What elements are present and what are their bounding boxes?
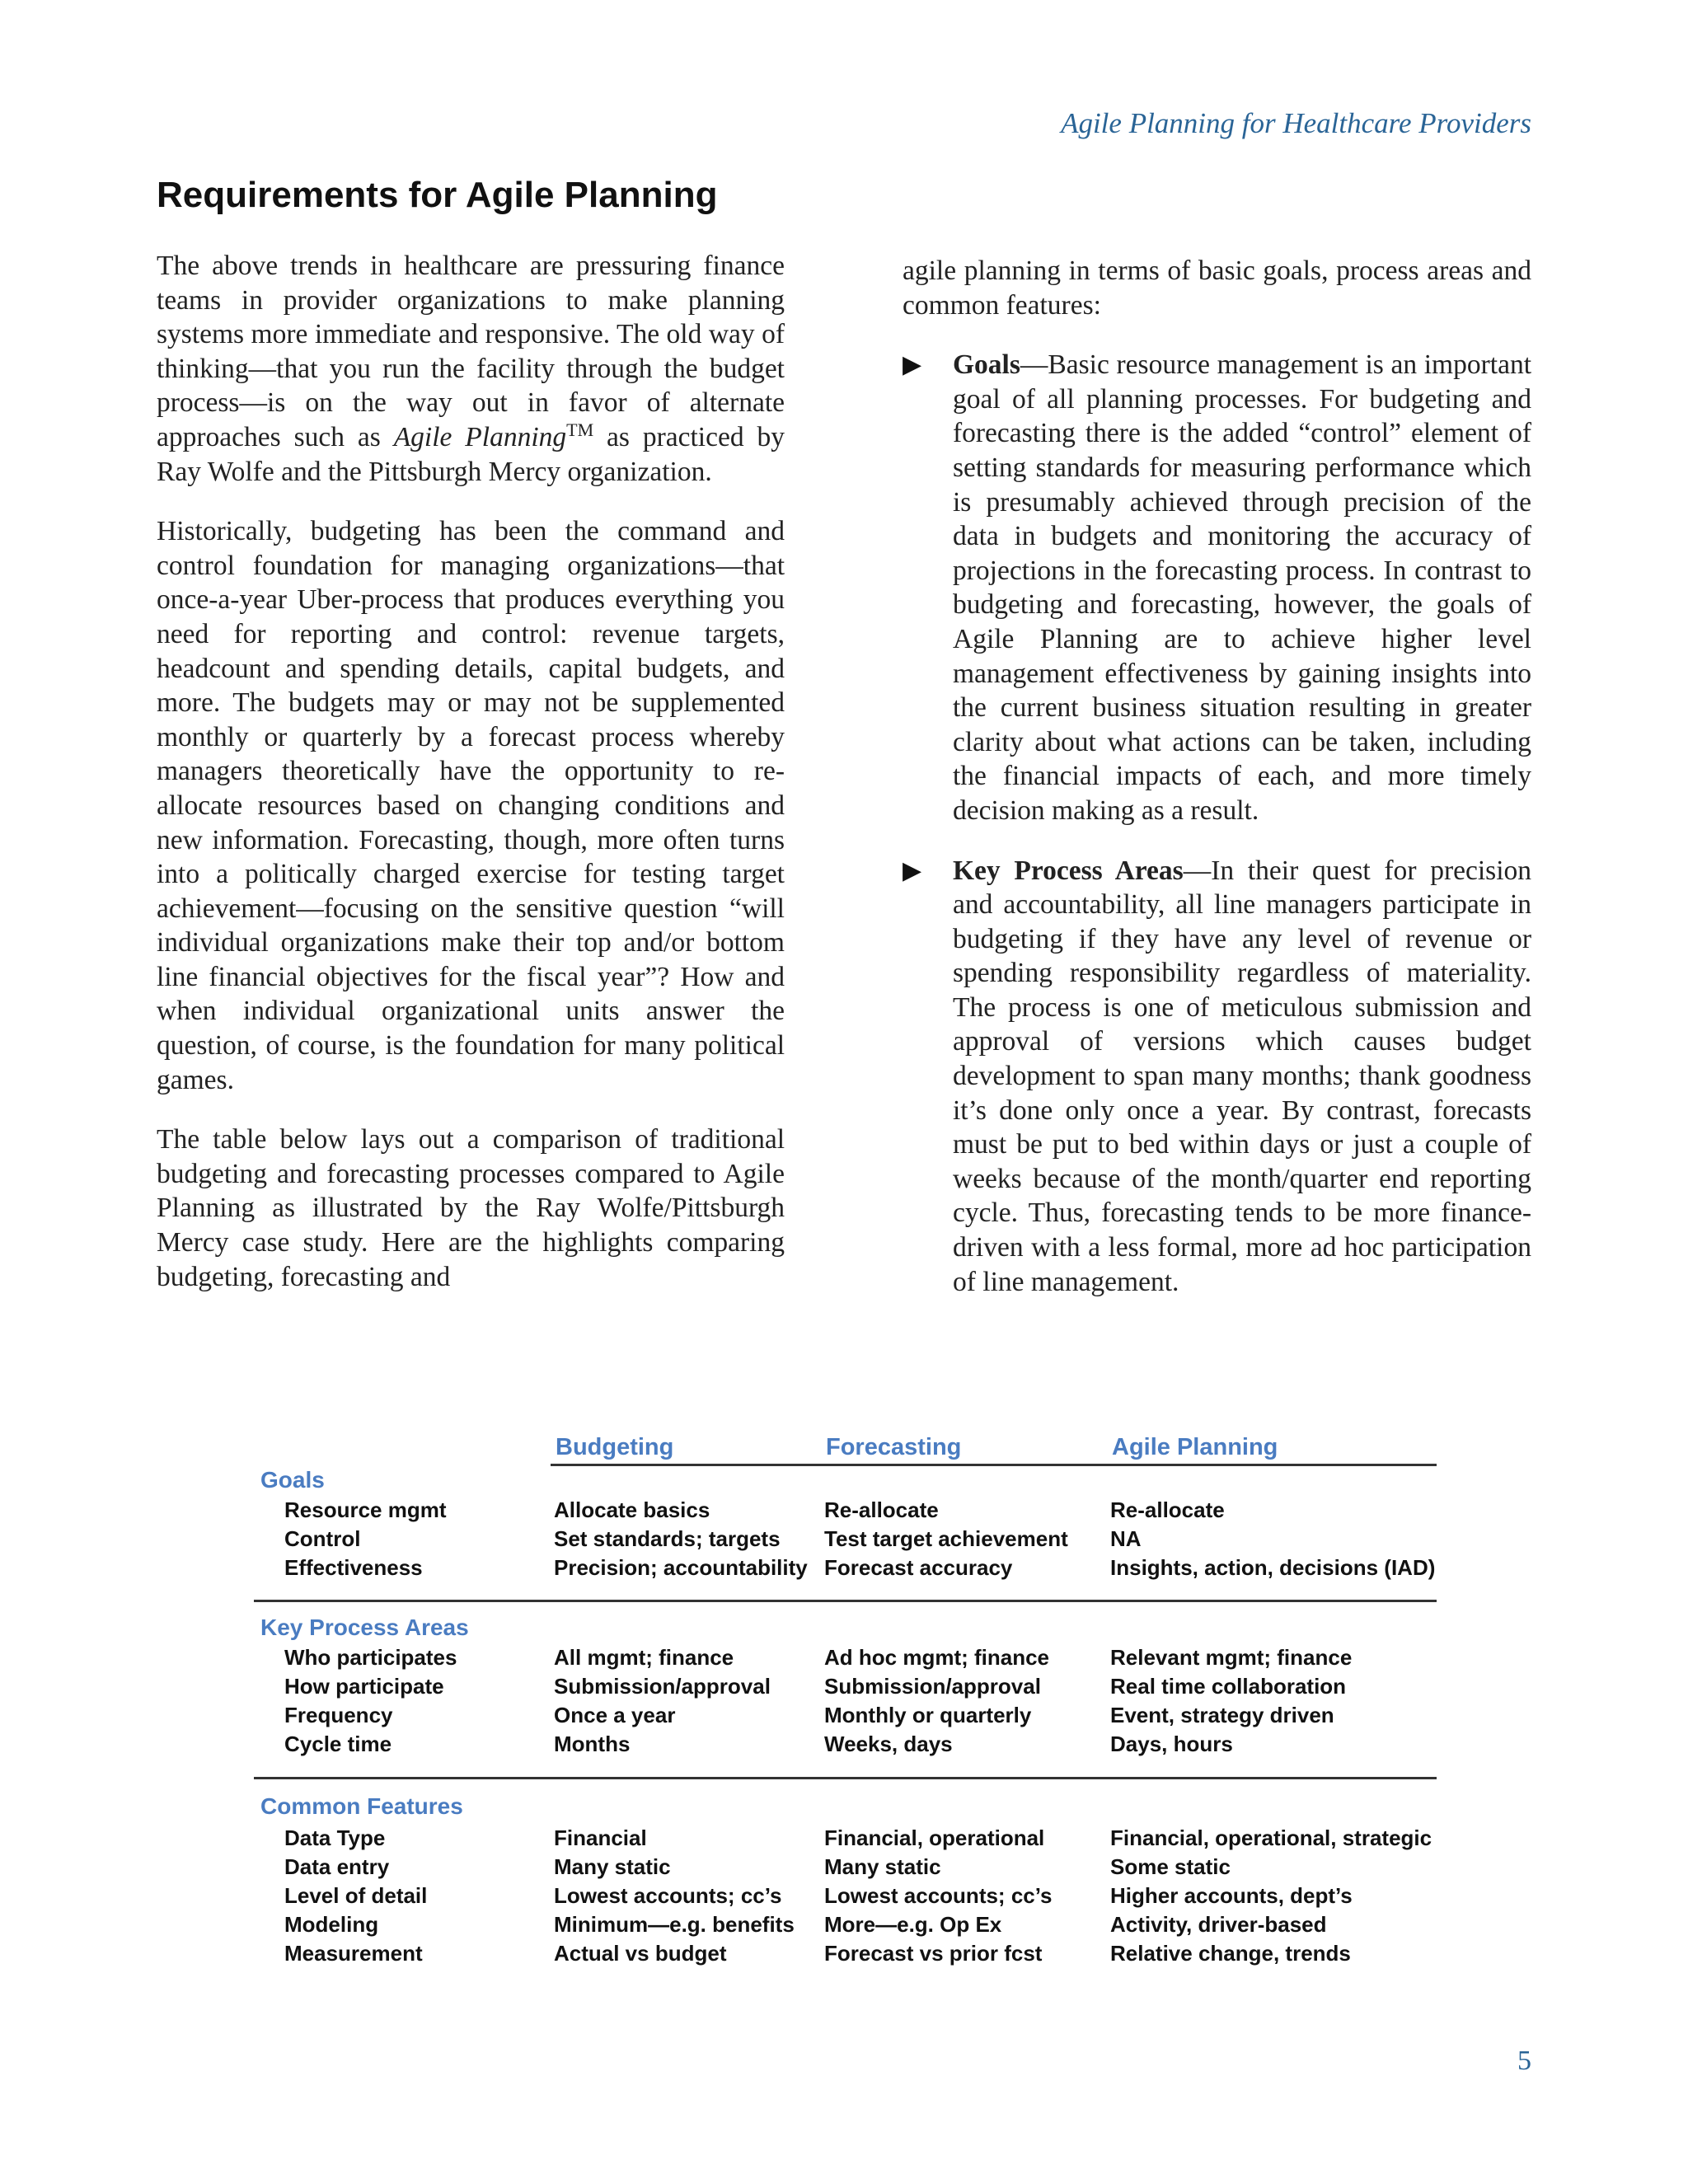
bullet-text: —Basic resource management is an important goal of all planning processes. For budgeting and forecasting there is the added “control” element of setting standards for measuring performance which is presumably achieved through precision of the data in budgets and monitoring the accuracy of projections in the forecasting process. In contrast to budgeting and forecasting, however, the goals of Agile Planning are to achieve higher level management effectiveness by gaining insights into the current business situation resulting in greater clarity about what actions can be taken, including the financial impacts of each, and more timely decision making as a result.: [953, 349, 1531, 826]
bullet-text: —In their quest for precision and accountability, all line managers participate in budgeting if they have any level of revenue or spending responsibility regardless of materiality. The process is one of meticulous submission and approval of versions which causes budget development to span many months; thank goodness it’s done only once a year. By contrast, forecasts must be put to bed within days or just a couple of weeks because of the month/quarter end reporting cycle. Thus, forecasting tends to be more finance-driven with a less formal, more ad hoc participation of line management.: [953, 855, 1531, 1297]
paragraph-1-text-a: The above trends in healthcare are pressuring finance teams in provider organizations to make planning systems more immediate and responsive. The old way of thinking—that you run the facility through the budget process—is on the way out in favor of alternate approaches such as: [157, 251, 785, 452]
column-header-agile-planning: Agile Planning: [1112, 1434, 1278, 1460]
bullet-key-process-areas: [903, 854, 1531, 1300]
budgeting-cell: Minimum—e.g. benefits: [554, 1912, 795, 1937]
agile-planning-cell: Relevant mgmt; finance: [1110, 1645, 1353, 1670]
forecasting-cell: Monthly or quarterly: [824, 1703, 1032, 1727]
agile-planning-cell: Some static: [1110, 1854, 1231, 1879]
agile-planning-cell: Days, hours: [1110, 1732, 1233, 1756]
row-label: Data Type: [284, 1825, 386, 1850]
agile-planning-cell: Insights, action, decisions (IAD): [1110, 1555, 1436, 1580]
forecasting-cell: Financial, operational: [824, 1825, 1045, 1850]
triangle-bullet-icon: ▶: [903, 351, 922, 379]
forecasting-cell: Many static: [824, 1854, 941, 1879]
forecasting-cell: Ad hoc mgmt; finance: [824, 1645, 1050, 1670]
section-title: Requirements for Agile Planning: [157, 175, 718, 215]
row-label: Effectiveness: [284, 1555, 423, 1580]
row-label: Level of detail: [284, 1883, 428, 1908]
agile-planning-cell: Re-allocate: [1110, 1497, 1225, 1522]
page-number: 5: [1517, 2046, 1531, 2076]
row-label: Frequency: [284, 1703, 393, 1727]
triangle-bullet-icon: ▶: [903, 856, 922, 884]
budgeting-cell: Submission/approval: [554, 1674, 771, 1699]
header-rule: [551, 1464, 1437, 1466]
agile-planning-term: Agile Planning: [393, 421, 567, 452]
bullet-term: Goals: [953, 349, 1020, 381]
paragraph-1: [157, 249, 785, 489]
group-title-common-features: Common Features: [260, 1793, 463, 1819]
forecasting-cell: Lowest accounts; cc’s: [824, 1883, 1053, 1908]
budgeting-cell: Set standards; targets: [554, 1526, 781, 1551]
right-column: [903, 254, 1531, 1324]
group-divider: [254, 1777, 1437, 1779]
paragraph-1-text-b: as practiced by Ray Wolfe and the Pittsburgh Mercy organization.: [157, 421, 785, 487]
agile-planning-cell: NA: [1110, 1526, 1142, 1551]
group-title-key-process-areas: Key Process Areas: [260, 1615, 469, 1640]
forecasting-cell: Submission/approval: [824, 1674, 1041, 1699]
column-header-budgeting: Budgeting: [556, 1434, 674, 1460]
budgeting-cell: Actual vs budget: [554, 1941, 727, 1966]
agile-planning-cell: Relative change, trends: [1110, 1941, 1351, 1966]
row-label: Who participates: [284, 1645, 457, 1670]
paragraph-2: Historically, budgeting has been the command and control foundation for managing organizations—that once-a-year Uber-process that produces everything you need for reporting and control: revenue targets, headcount and spending details, capital budgets, and more. The budgets may or may not be supplemented monthly or quarterly by a forecast process whereby managers theoretically have the opportunity to re-allocate resources based on changing conditions and new information. Forecasting, though, more often turns into a politically charged exercise for testing target achievement—focusing on the sensitive question “will individual organizations make their top and/or bottom line financial objectives for the fiscal year”? How and when individual organizational units answer the question, of course, is the foundation for many political games.: [157, 516, 785, 1095]
budgeting-cell: Once a year: [554, 1703, 676, 1727]
forecasting-cell: Re-allocate: [824, 1497, 939, 1522]
row-label: Control: [284, 1526, 361, 1551]
trademark-mark: TM: [566, 419, 594, 440]
group-divider: [254, 1600, 1437, 1602]
row-label: Cycle time: [284, 1732, 392, 1756]
agile-planning-cell: Event, strategy driven: [1110, 1703, 1334, 1727]
budgeting-cell: Months: [554, 1732, 631, 1756]
budgeting-cell: Financial: [554, 1825, 647, 1850]
agile-planning-cell: Activity, driver-based: [1110, 1912, 1327, 1937]
running-header: Agile Planning for Healthcare Providers: [1061, 107, 1531, 139]
forecasting-cell: More—e.g. Op Ex: [824, 1912, 1002, 1937]
row-label: Measurement: [284, 1941, 423, 1966]
group-title-goals: Goals: [260, 1467, 325, 1493]
column-header-forecasting: Forecasting: [826, 1434, 962, 1460]
agile-planning-cell: Financial, operational, strategic: [1110, 1825, 1432, 1850]
budgeting-cell: Precision; accountability: [554, 1555, 808, 1580]
budgeting-cell: All mgmt; finance: [554, 1645, 734, 1670]
paragraph-intro: agile planning in terms of basic goals, process areas and common features:: [903, 255, 1531, 321]
budgeting-cell: Lowest accounts; cc’s: [554, 1883, 782, 1908]
forecasting-cell: Weeks, days: [824, 1732, 953, 1756]
forecasting-cell: Test target achievement: [824, 1526, 1068, 1551]
left-column: [157, 249, 785, 1319]
row-label: Data entry: [284, 1854, 390, 1879]
bullet-term: Key Process Areas: [953, 855, 1184, 886]
forecasting-cell: Forecast accuracy: [824, 1555, 1013, 1580]
row-label: Resource mgmt: [284, 1497, 447, 1522]
bullet-goals: [903, 348, 1531, 827]
agile-planning-cell: Real time collaboration: [1110, 1674, 1347, 1699]
budgeting-cell: Many static: [554, 1854, 671, 1879]
budgeting-cell: Allocate basics: [554, 1497, 710, 1522]
agile-planning-cell: Higher accounts, dept’s: [1110, 1883, 1353, 1908]
forecasting-cell: Forecast vs prior fcst: [824, 1941, 1043, 1966]
row-label: Modeling: [284, 1912, 379, 1937]
paragraph-3: The table below lays out a comparison of traditional budgeting and forecasting processes compared to Agile Planning as illustrated by the Ray Wolfe/Pittsburgh Mercy case study. Here are the highlights comparing budgeting, forecasting and: [157, 1124, 785, 1292]
row-label: How participate: [284, 1674, 444, 1699]
